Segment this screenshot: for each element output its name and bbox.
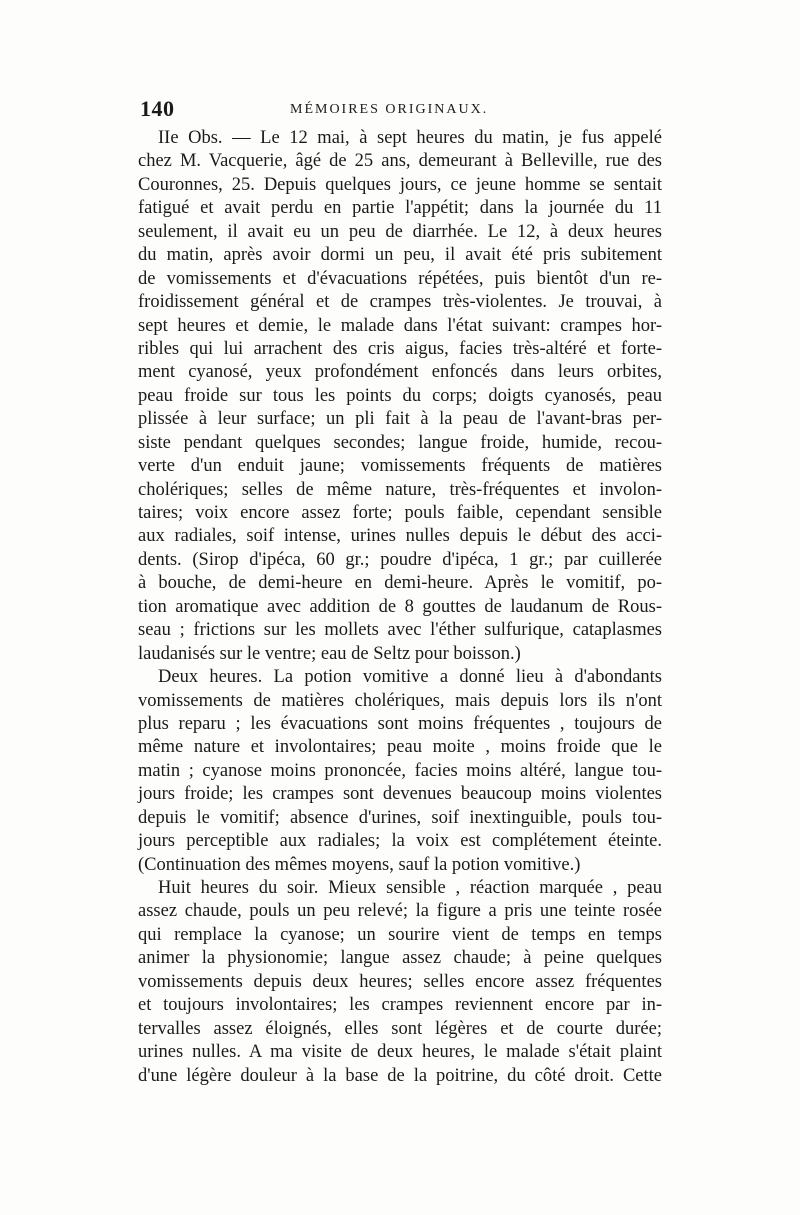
text-line: d'une légère douleur à la base de la poitrine, du côté droit. Cette — [138, 1065, 662, 1086]
running-header — [140, 96, 662, 122]
text-line: Deux heures. La potion vomitive a donné lieu à d'abondants — [158, 667, 662, 688]
text-line: ment cyanosé, yeux profondément enfoncés dans leurs orbites, — [138, 362, 662, 383]
text-line: (Continuation des mêmes moyens, sauf la potion vomitive.) — [138, 854, 581, 875]
text-line: tervalles assez éloignés, elles sont légères et de courte durée; — [138, 1018, 662, 1039]
text-line: verte d'un enduit jaune; vomissements fréquents de matières — [138, 456, 662, 477]
text-line: sept heures et demie, le malade dans l'état suivant: crampes hor- — [138, 315, 662, 336]
text-line: de vomissements et d'évacuations répétées, puis bientôt d'un re- — [138, 268, 662, 289]
text-line: à bouche, de demi-heure en demi-heure. Après le vomitif, po- — [138, 573, 662, 594]
text-line: plissée à leur surface; un pli fait à la peau de l'avant-bras per- — [138, 409, 662, 430]
text-line: urines nulles. A ma visite de deux heures, le malade s'était plaint — [138, 1042, 662, 1063]
text-line: aux radiales, soif intense, urines nulles depuis le début des acci- — [138, 526, 662, 547]
text-line: vomissements de matières cholériques, mais depuis lors ils n'ont — [138, 690, 662, 711]
text-line: depuis le vomitif; absence d'urines, soif inextinguible, pouls tou- — [138, 807, 662, 828]
text-line: animer la physionomie; langue assez chaude; à peine quelques — [138, 948, 662, 969]
text-line: matin ; cyanose moins prononcée, facies moins altéré, langue tou- — [138, 760, 662, 781]
text-line: IIe Obs. — Le 12 mai, à sept heures du matin, je fus appelé — [158, 128, 662, 148]
text-line: tion aromatique avec addition de 8 gouttes de laudanum de Rous- — [138, 596, 662, 617]
text-line: chez M. Vacquerie, âgé de 25 ans, demeurant à Belleville, rue des — [138, 151, 662, 172]
text-line: vomissements depuis deux heures; selles encore assez fréquentes — [138, 971, 662, 992]
text-line: dents. (Sirop d'ipéca, 60 gr.; poudre d'ipéca, 1 gr.; par cuillerée — [138, 549, 662, 570]
text-line: jours perceptible aux radiales; la voix est complétement éteinte. — [138, 831, 662, 852]
text-line: taires; voix encore assez forte; pouls faible, cependant sensible — [138, 503, 662, 523]
text-line: plus reparu ; les évacuations sont moins fréquentes , toujours de — [138, 713, 662, 734]
text-line: et toujours involontaires; les crampes reviennent encore par in- — [138, 995, 662, 1016]
text-line: jours froide; les crampes sont devenues beaucoup moins violentes — [138, 784, 662, 805]
text-line: froidissement général et de crampes très-violentes. Je trouvai, à — [138, 292, 662, 313]
text-line: Huit heures du soir. Mieux sensible , réaction marquée , peau — [158, 878, 662, 898]
text-line: siste pendant quelques secondes; langue froide, humide, recou- — [138, 432, 662, 453]
text-line: Couronnes, 25. Depuis quelques jours, ce jeune homme se sentait — [138, 174, 662, 195]
page-number: 140 — [140, 96, 175, 121]
text-line: même nature et involontaires; peau moite , moins froide que le — [138, 737, 662, 758]
text-line: laudanisés sur le ventre; eau de Seltz pour boisson.) — [138, 643, 521, 664]
body-text — [138, 127, 662, 1088]
text-line: fatigué et avait perdu en partie l'appétit; dans la journée du 11 — [138, 198, 662, 219]
text-line: peau froide sur tous les points du corps; doigts cyanosés, peau — [138, 385, 662, 406]
text-line: qui remplace la cyanose; un sourire vient de temps en temps — [138, 924, 662, 945]
text-line: cholériques; selles de même nature, très-fréquentes et involon- — [138, 479, 662, 500]
text-line: assez chaude, pouls un peu relevé; la figure a pris une teinte rosée — [138, 901, 662, 922]
text-line: ribles qui lui arrachent des cris aigus, facies très-altéré et forte- — [138, 338, 662, 359]
text-line: seau ; frictions sur les mollets avec l'éther sulfurique, cataplasmes — [138, 620, 662, 641]
text-line: seulement, il avait eu un peu de diarrhée. Le 12, à deux heures — [138, 221, 662, 242]
text-line: du matin, après avoir dormi un peu, il avait été pris subitement — [138, 245, 662, 266]
running-title: MÉMOIRES ORIGINAUX. — [290, 102, 489, 117]
